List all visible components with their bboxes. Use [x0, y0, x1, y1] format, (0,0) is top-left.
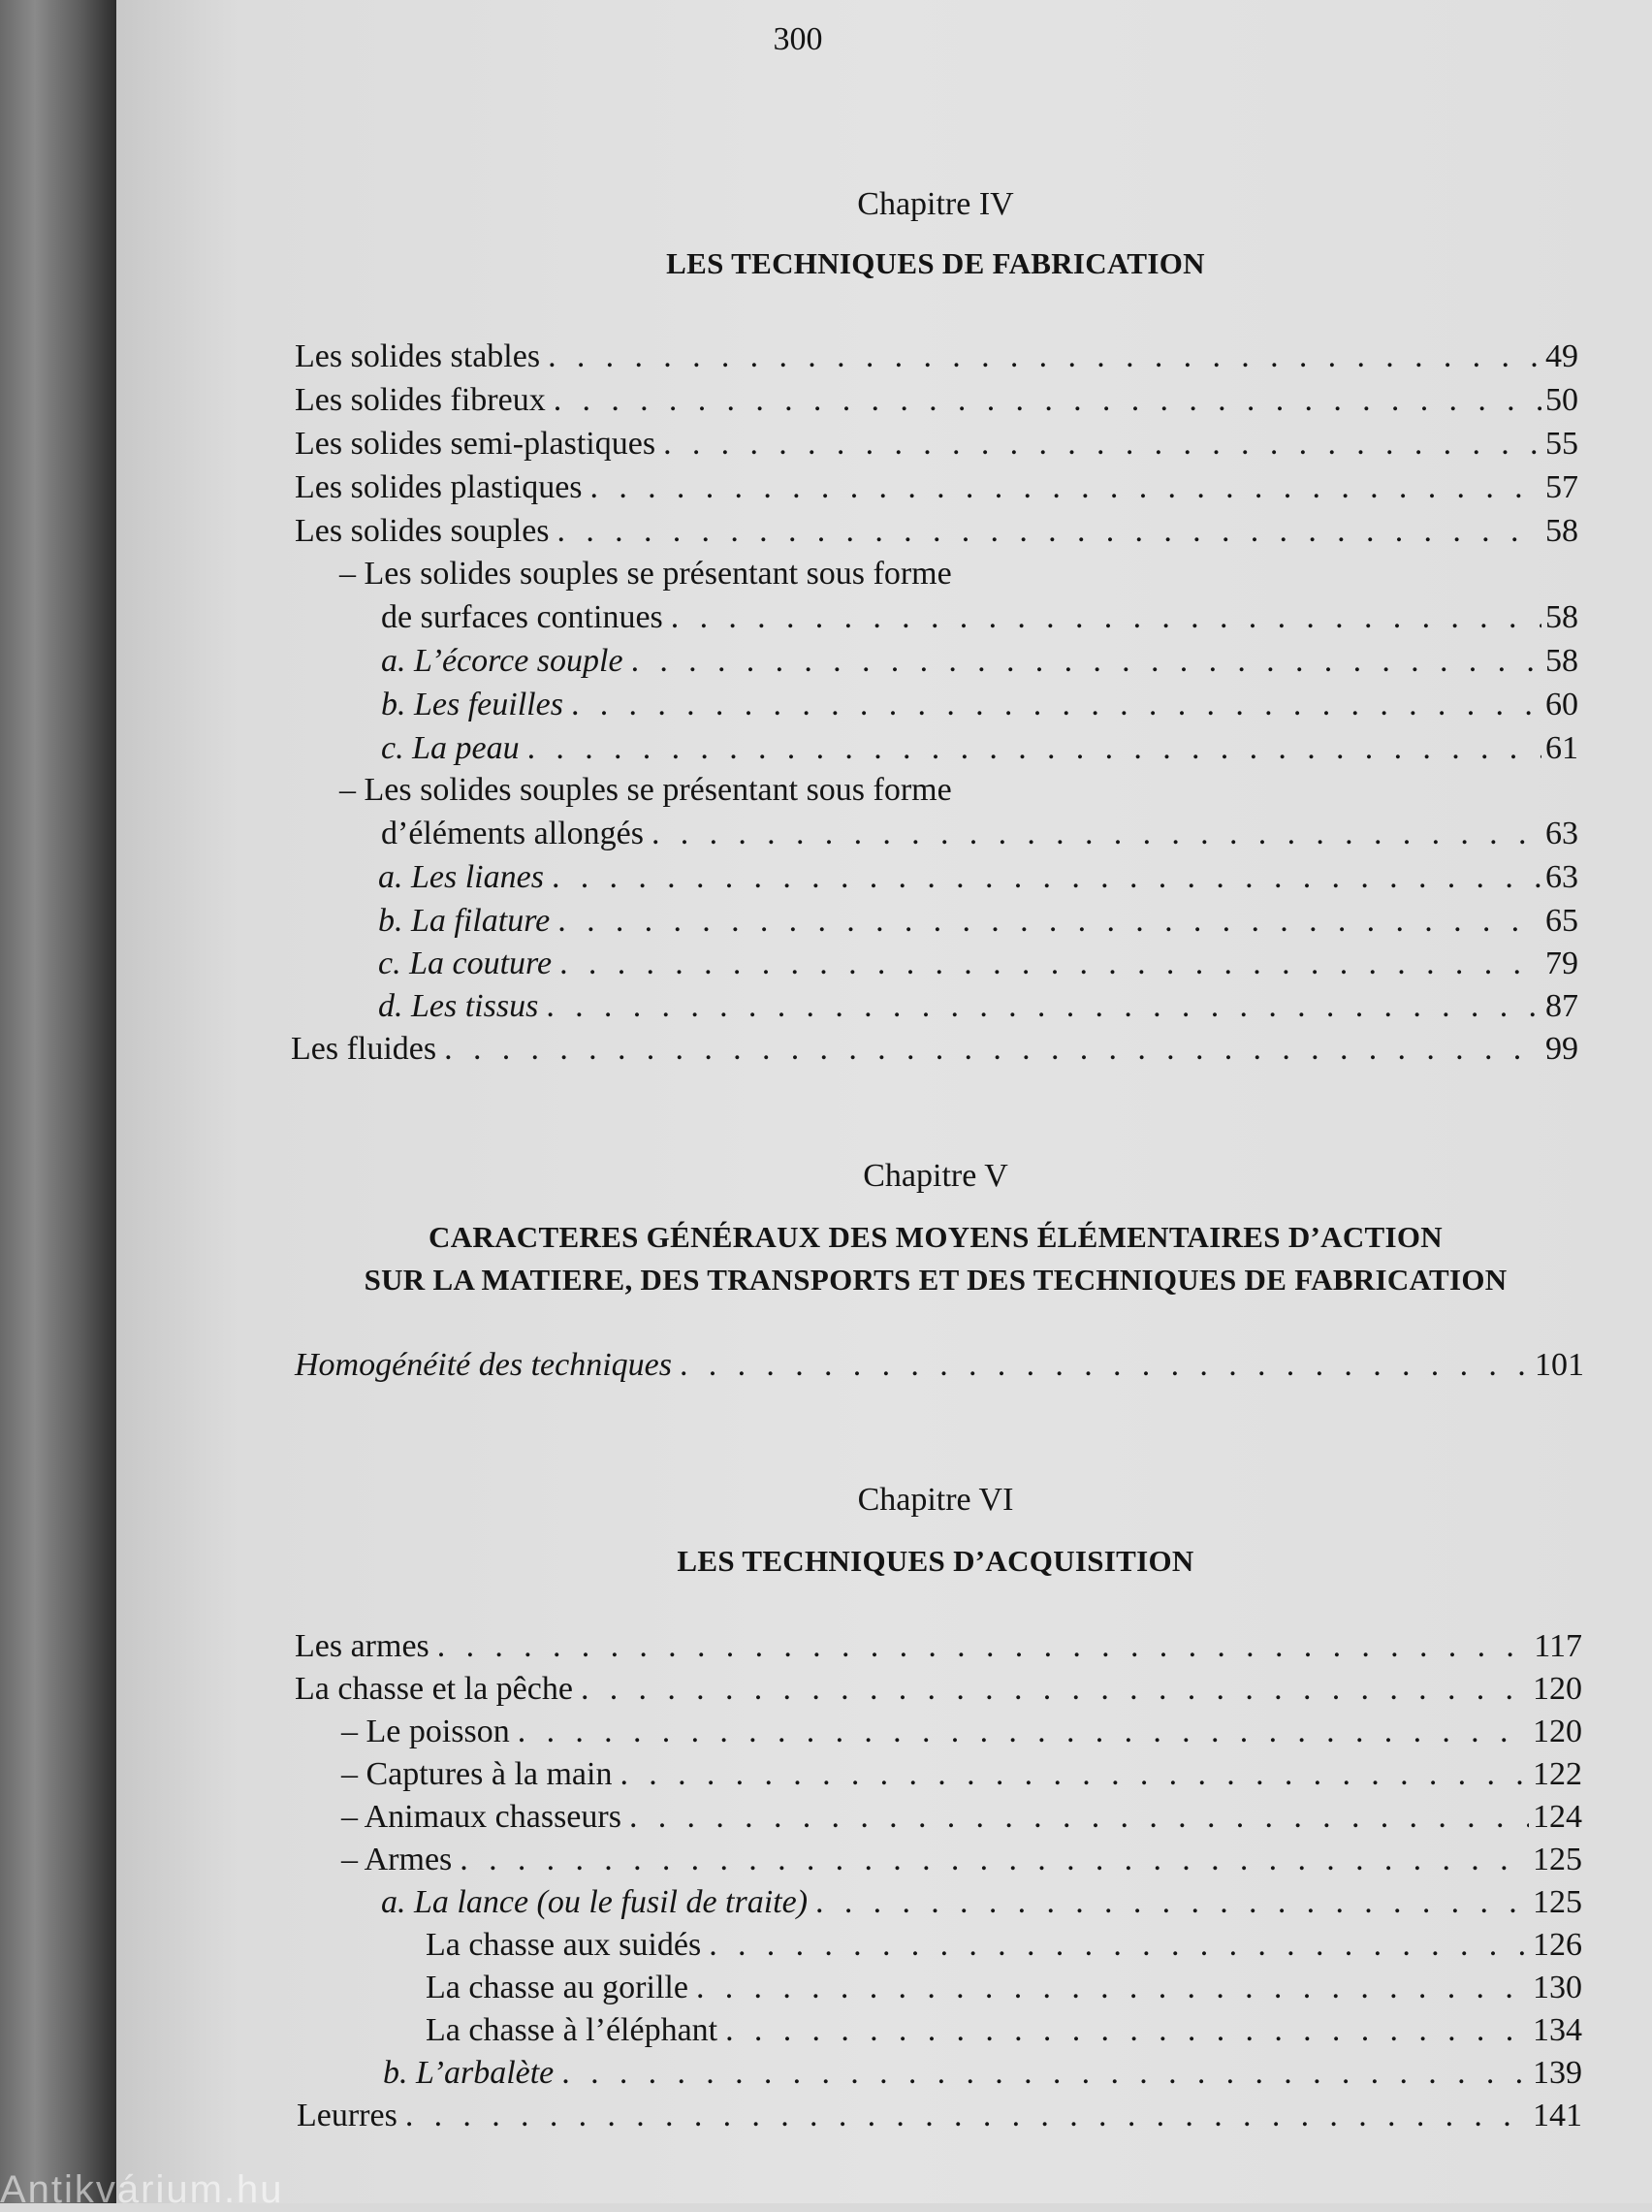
toc-entry-label: b. La filature: [378, 903, 551, 939]
toc-entry-page: 57: [1545, 469, 1578, 505]
toc-entry[interactable]: [381, 1881, 1582, 1924]
toc-entry-label: Les solides souples: [295, 513, 550, 549]
toc-entry-label: Les fluides: [291, 1031, 437, 1067]
toc-entry-label: a. Les lianes: [378, 859, 544, 895]
toc-entry[interactable]: [378, 985, 1578, 1028]
chapter-heading: LES TECHNIQUES D’ACQUISITION: [677, 1544, 1194, 1578]
toc-entry[interactable]: [341, 1839, 1582, 1881]
toc-entry[interactable]: [378, 943, 1578, 985]
toc-entry-page: 87: [1545, 988, 1578, 1024]
leader-dots: [546, 985, 1541, 1028]
toc-entry-label: Leurres: [297, 2098, 397, 2133]
leader-dots: [554, 379, 1541, 422]
leader-dots: [671, 596, 1541, 639]
leader-dots: [725, 2009, 1529, 2052]
toc-entry[interactable]: [341, 1796, 1582, 1839]
toc-entry-page: 58: [1545, 513, 1578, 549]
leader-dots: [548, 336, 1541, 378]
toc-entry-label: Les solides semi-plastiques: [295, 426, 656, 462]
leader-dots: [518, 1711, 1529, 1753]
toc-entry-label: – Les solides souples se présentant sous forme: [339, 556, 952, 592]
chapter-title: Chapitre VI: [857, 1482, 1014, 1518]
toc-entry-label: – Le poisson: [341, 1714, 510, 1749]
leader-dots: [444, 1028, 1541, 1071]
toc-entry-label: La chasse et la pêche: [295, 1671, 573, 1707]
toc-entry-page: 141: [1533, 2098, 1582, 2133]
watermark-text: Antikvárium.hu: [0, 2168, 284, 2211]
toc-entry-page: 122: [1533, 1756, 1582, 1792]
toc-entry-page: 65: [1545, 903, 1578, 939]
toc-entry-label: Les armes: [295, 1628, 429, 1664]
toc-entry-page: 79: [1545, 946, 1578, 981]
toc-entry-label: a. L’écorce souple: [381, 643, 623, 679]
toc-entry-page: 50: [1545, 382, 1578, 418]
leader-dots: [629, 1796, 1529, 1839]
page-number: 300: [773, 21, 823, 57]
toc-entry[interactable]: [291, 1028, 1578, 1071]
toc-entry-label: Les solides fibreux: [295, 382, 546, 418]
leader-dots: [663, 423, 1541, 465]
toc-entry-page: 139: [1533, 2055, 1582, 2091]
leader-dots: [552, 856, 1541, 899]
toc-entry-page: 120: [1533, 1671, 1582, 1707]
toc-entry-page: 130: [1533, 1970, 1582, 2005]
toc-entry-page: 124: [1533, 1799, 1582, 1835]
toc-entry-label: b. Les feuilles: [381, 687, 563, 722]
leader-dots: [631, 640, 1541, 683]
toc-entry[interactable]: [381, 684, 1578, 726]
toc-entry-label: – Armes: [341, 1842, 453, 1877]
leader-dots: [571, 684, 1541, 726]
toc-entry[interactable]: [381, 813, 1578, 855]
toc-entry[interactable]: [295, 1344, 1584, 1387]
toc-entry-label: Les solides plastiques: [295, 469, 583, 505]
leader-dots: [437, 1625, 1530, 1668]
toc-entry[interactable]: [341, 1753, 1582, 1796]
toc-entry[interactable]: [426, 1924, 1582, 1967]
toc-entry-page: 101: [1535, 1347, 1584, 1383]
leader-dots: [460, 1839, 1529, 1881]
toc-entry-label: b. L’arbalète: [383, 2055, 555, 2091]
toc-entry-page: 99: [1545, 1031, 1578, 1067]
toc-entry-heading: [339, 553, 1578, 595]
toc-entry-page: 63: [1545, 816, 1578, 851]
toc-entry-label: La chasse aux suidés: [426, 1927, 702, 1963]
leader-dots: [561, 2052, 1529, 2095]
leader-dots: [557, 510, 1541, 553]
toc-entry-page: 61: [1545, 730, 1578, 766]
toc-entry-label: – Captures à la main: [341, 1756, 613, 1792]
toc-entry[interactable]: [381, 596, 1578, 639]
toc-entry-label: de surfaces continues: [381, 599, 663, 635]
leader-dots: [620, 1753, 1529, 1796]
toc-entry[interactable]: [383, 2052, 1582, 2095]
toc-entry-page: 125: [1533, 1884, 1582, 1920]
leader-dots: [527, 727, 1541, 770]
toc-entry[interactable]: [426, 1967, 1582, 2009]
leader-dots: [559, 943, 1541, 985]
leader-dots: [815, 1881, 1529, 1924]
toc-entry-label: c. La couture: [378, 946, 553, 981]
toc-entry-label: La chasse au gorille: [426, 1970, 688, 2005]
toc-entry[interactable]: [295, 1668, 1582, 1711]
book-spine-shadow: [0, 0, 116, 2203]
toc-entry[interactable]: [378, 900, 1578, 943]
toc-entry-page: 58: [1545, 643, 1578, 679]
toc-entry-label: – Animaux chasseurs: [341, 1799, 621, 1835]
toc-entry[interactable]: [381, 727, 1578, 770]
toc-entry-label: La chasse à l’éléphant: [426, 2012, 718, 2048]
chapter-title: Chapitre IV: [857, 186, 1014, 222]
toc-entry[interactable]: [378, 856, 1578, 899]
leader-dots: [590, 466, 1541, 509]
chapter-heading: SUR LA MATIERE, DES TRANSPORTS ET DES TECHNIQUES DE FABRICATION: [364, 1263, 1508, 1297]
toc-entry[interactable]: [295, 510, 1578, 553]
leader-dots: [651, 813, 1541, 855]
leader-dots: [557, 900, 1541, 943]
leader-dots: [405, 2095, 1529, 2137]
toc-entry-page: 49: [1545, 338, 1578, 374]
leader-dots: [709, 1924, 1529, 1967]
toc-entry-page: 63: [1545, 859, 1578, 895]
toc-entry[interactable]: [295, 1625, 1582, 1668]
toc-entry-page: 55: [1545, 426, 1578, 462]
chapter-heading: CARACTERES GÉNÉRAUX DES MOYENS ÉLÉMENTAIRES D’ACTION: [429, 1220, 1443, 1254]
toc-entry-heading: [339, 769, 1578, 812]
toc-entry-page: 134: [1533, 2012, 1582, 2048]
toc-entry-page: 125: [1533, 1842, 1582, 1877]
toc-entry-label: a. La lance (ou le fusil de traite): [381, 1884, 809, 1920]
toc-entry-label: d. Les tissus: [378, 988, 539, 1024]
chapter-title: Chapitre V: [863, 1158, 1008, 1194]
toc-entry-label: d’éléments allongés: [381, 816, 644, 851]
toc-entry[interactable]: [295, 379, 1578, 422]
toc-entry-label: Les solides stables: [295, 338, 541, 374]
toc-entry-page: 120: [1533, 1714, 1582, 1749]
chapter-heading: LES TECHNIQUES DE FABRICATION: [666, 246, 1205, 280]
toc-entry[interactable]: [295, 336, 1578, 378]
toc-entry-page: 58: [1545, 599, 1578, 635]
toc-entry-page: 117: [1534, 1628, 1582, 1664]
toc-entry-label: – Les solides souples se présentant sous forme: [339, 772, 952, 808]
toc-entry[interactable]: [297, 2095, 1582, 2137]
toc-entry[interactable]: [426, 2009, 1582, 2052]
leader-dots: [581, 1668, 1529, 1711]
toc-entry-page: 60: [1545, 687, 1578, 722]
toc-entry[interactable]: [295, 466, 1578, 509]
toc-entry-page: 126: [1533, 1927, 1582, 1963]
toc-entry-label: Homogénéité des techniques: [295, 1347, 672, 1383]
leader-dots: [680, 1344, 1531, 1387]
toc-entry[interactable]: [341, 1711, 1582, 1753]
toc-entry-label: c. La peau: [381, 730, 520, 766]
toc-entry[interactable]: [295, 423, 1578, 465]
leader-dots: [696, 1967, 1529, 2009]
toc-entry[interactable]: [381, 640, 1578, 683]
